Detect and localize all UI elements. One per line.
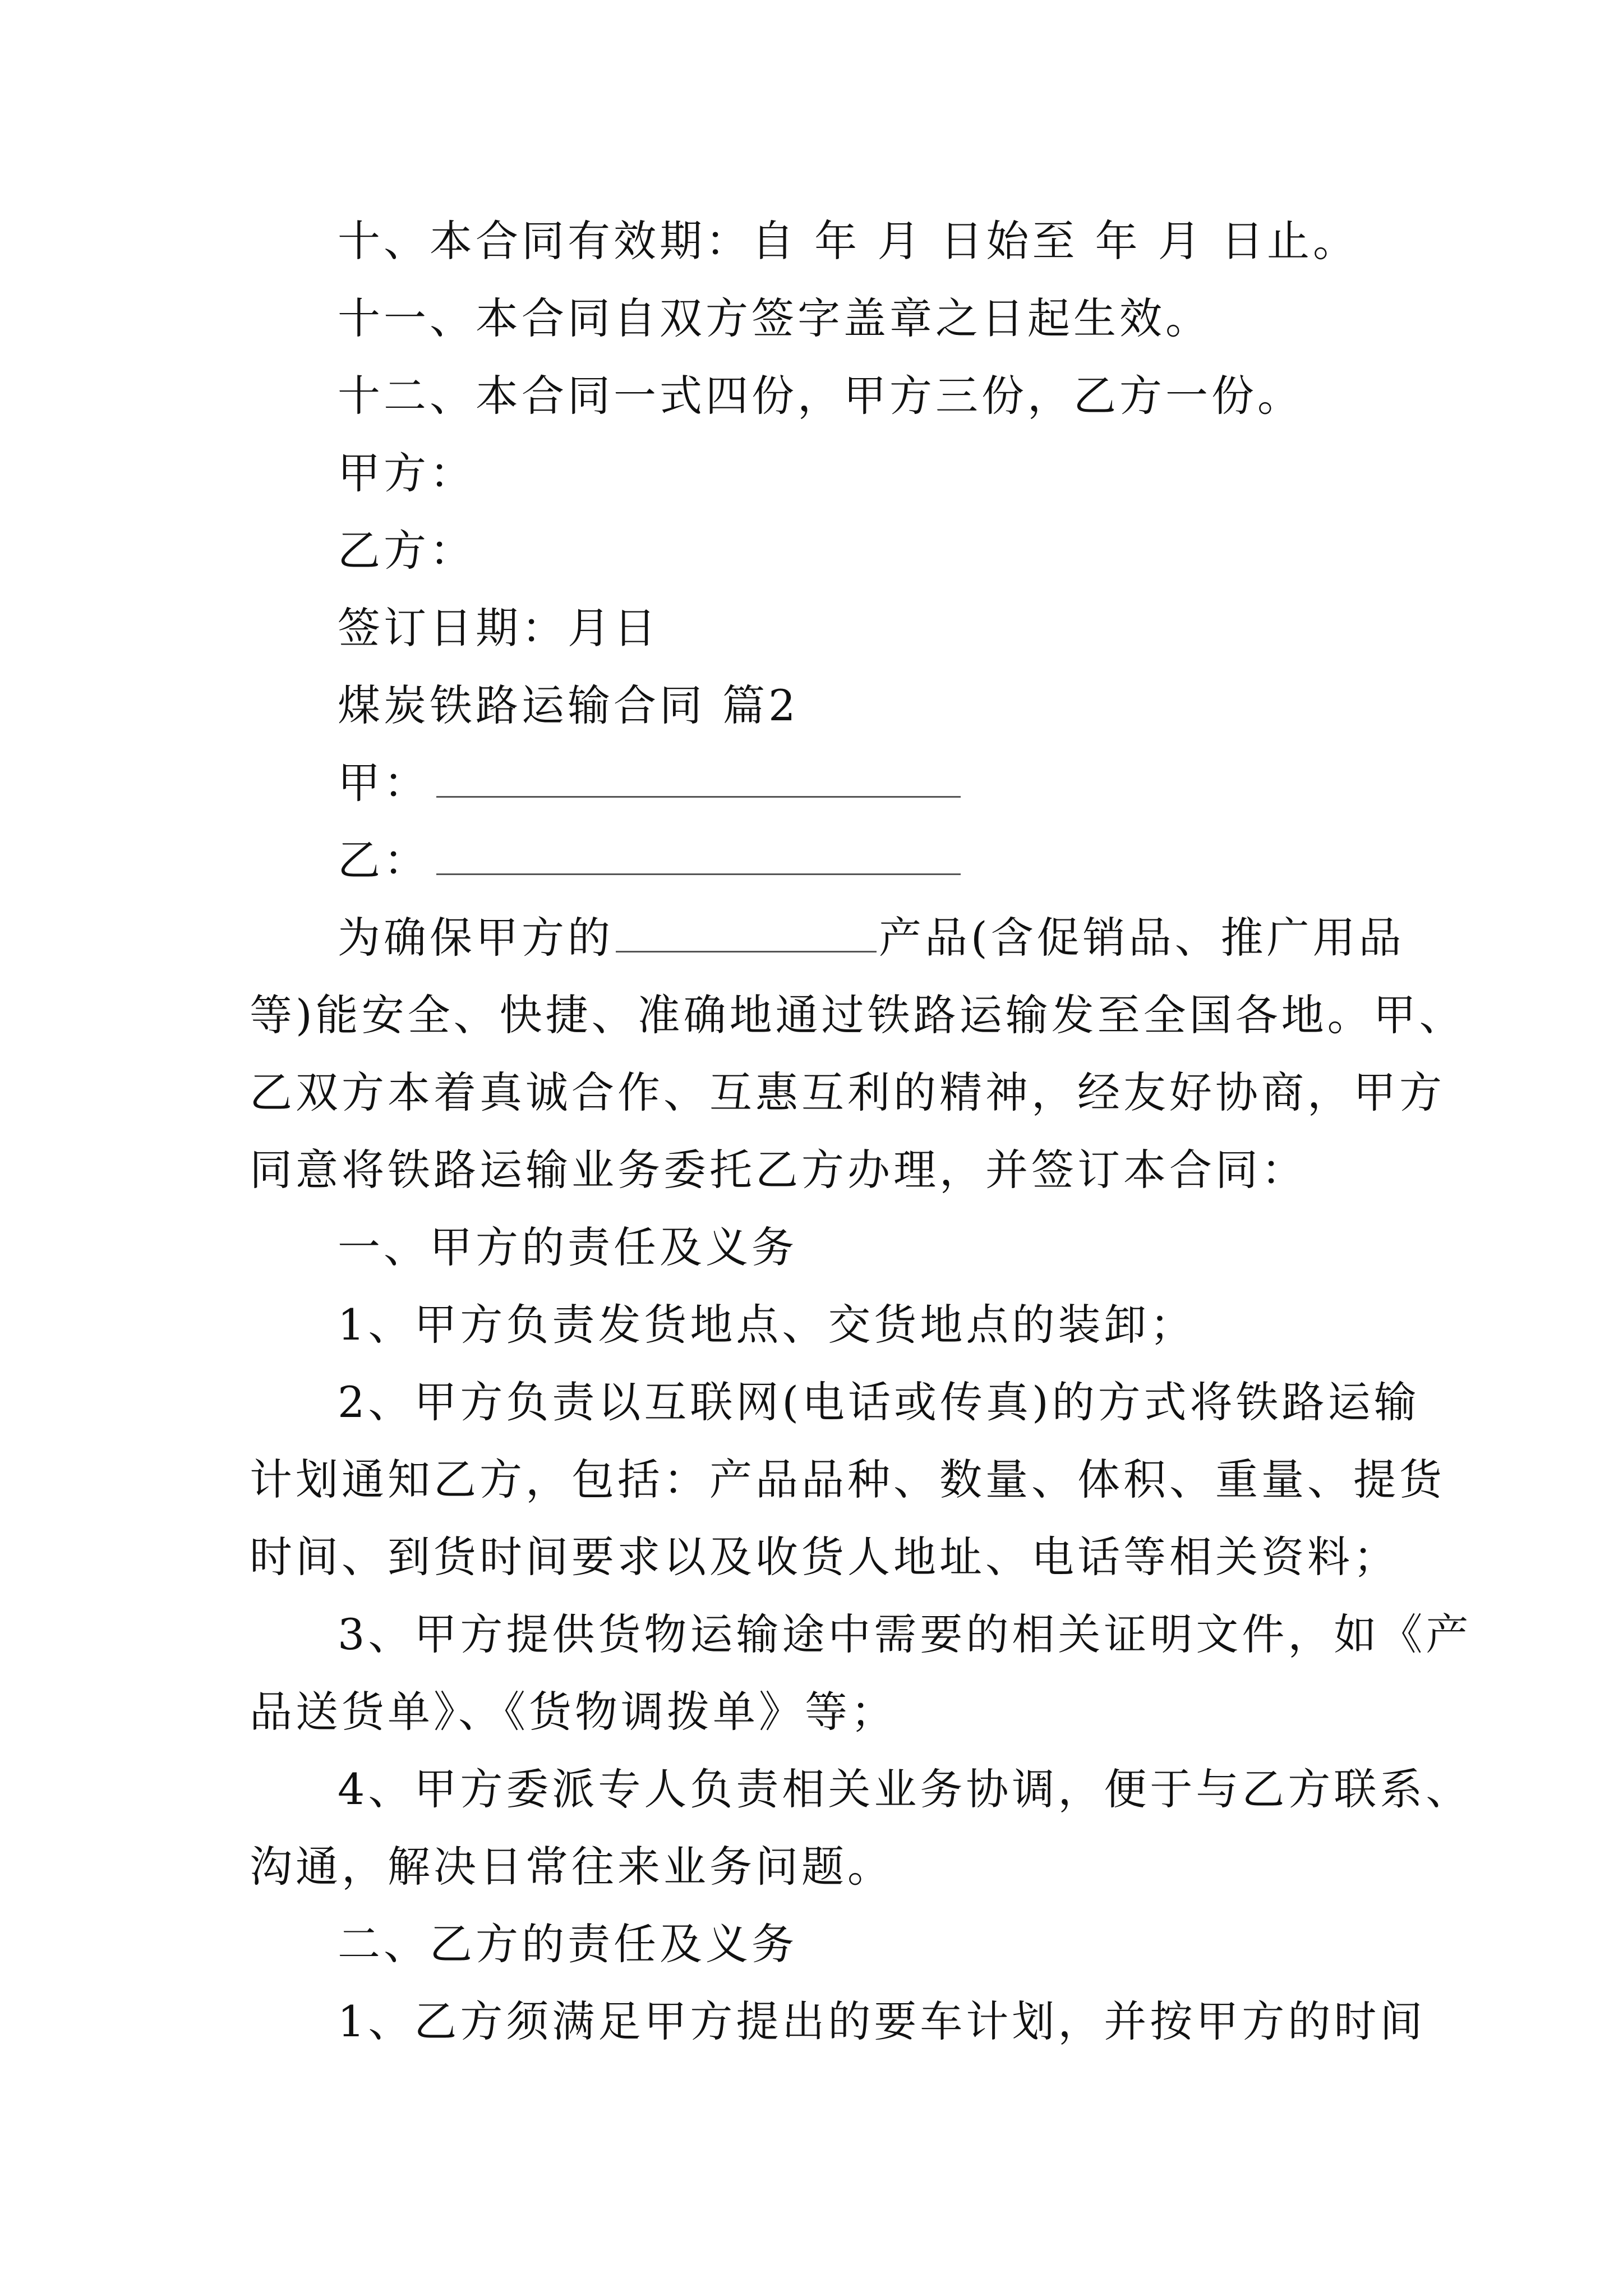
party-b-blank: [436, 873, 961, 875]
s1-item-4-line-1: 4、甲方委派专人负责相关业务协调，便于与乙方联系、: [338, 1764, 1472, 1814]
clause-11: 十一、本合同自双方签字盖章之日起生效。: [338, 293, 1211, 343]
s1-item-2-line-2: 计划通知乙方，包括：产品品种、数量、体积、重量、提货: [250, 1455, 1445, 1504]
party-a-signature-label: 甲方：: [338, 448, 476, 498]
party-b-signature-label: 乙方：: [338, 526, 476, 576]
product-blank: [616, 950, 877, 953]
party-a-line: [338, 758, 1392, 808]
article-heading: 煤炭铁路运输合同 篇2: [338, 680, 799, 730]
s2-item-1-line-1: 1、乙方须满足甲方提出的要车计划，并按甲方的时间: [338, 1996, 1426, 2046]
s1-item-1: 1、甲方负责发货地点、交货地点的装卸；: [338, 1300, 1196, 1350]
s1-item-2-line-1: 2、甲方负责以互联网(电话或传真)的方式将铁路运输: [338, 1377, 1420, 1427]
intro-text-2: 产品(含促销品、推广用品: [879, 913, 1405, 963]
intro-line-2: 等)能安全、快捷、准确地通过铁路运输发至全国各地。甲、: [250, 990, 1465, 1040]
intro-line-1: [338, 913, 1405, 963]
section-1-heading: 一、甲方的责任及义务: [338, 1222, 797, 1272]
intro-line-4: 同意将铁路运输业务委托乙方办理，并签订本合同：: [250, 1145, 1307, 1195]
clause-10: 十、本合同有效期：自 年 月 日始至 年 月 日止。: [338, 216, 1359, 266]
party-a-label: 甲：: [338, 758, 430, 808]
s1-item-2-line-3: 时间、到货时间要求以及收货人地址、电话等相关资料；: [250, 1532, 1399, 1582]
party-b-label: 乙：: [338, 835, 430, 885]
intro-line-3: 乙双方本着真诚合作、互惠互利的精神，经友好协商，甲方: [250, 1068, 1445, 1117]
sign-date: 签订日期：月日: [338, 603, 660, 653]
clause-12: 十二、本合同一式四份，甲方三份，乙方一份。: [338, 371, 1303, 421]
s1-item-4-line-2: 沟通，解决日常往来业务问题。: [250, 1842, 893, 1892]
s1-item-3-line-2: 品送货单》、《货物调拨单》等；: [250, 1687, 897, 1737]
s1-item-3-line-1: 3、甲方提供货物运输途中需要的相关证明文件，如《产: [338, 1609, 1472, 1659]
section-2-heading: 二、乙方的责任及义务: [338, 1919, 797, 1969]
party-a-blank: [436, 795, 961, 798]
intro-text-1: 为确保甲方的: [338, 913, 614, 963]
party-b-line: [338, 835, 1392, 885]
